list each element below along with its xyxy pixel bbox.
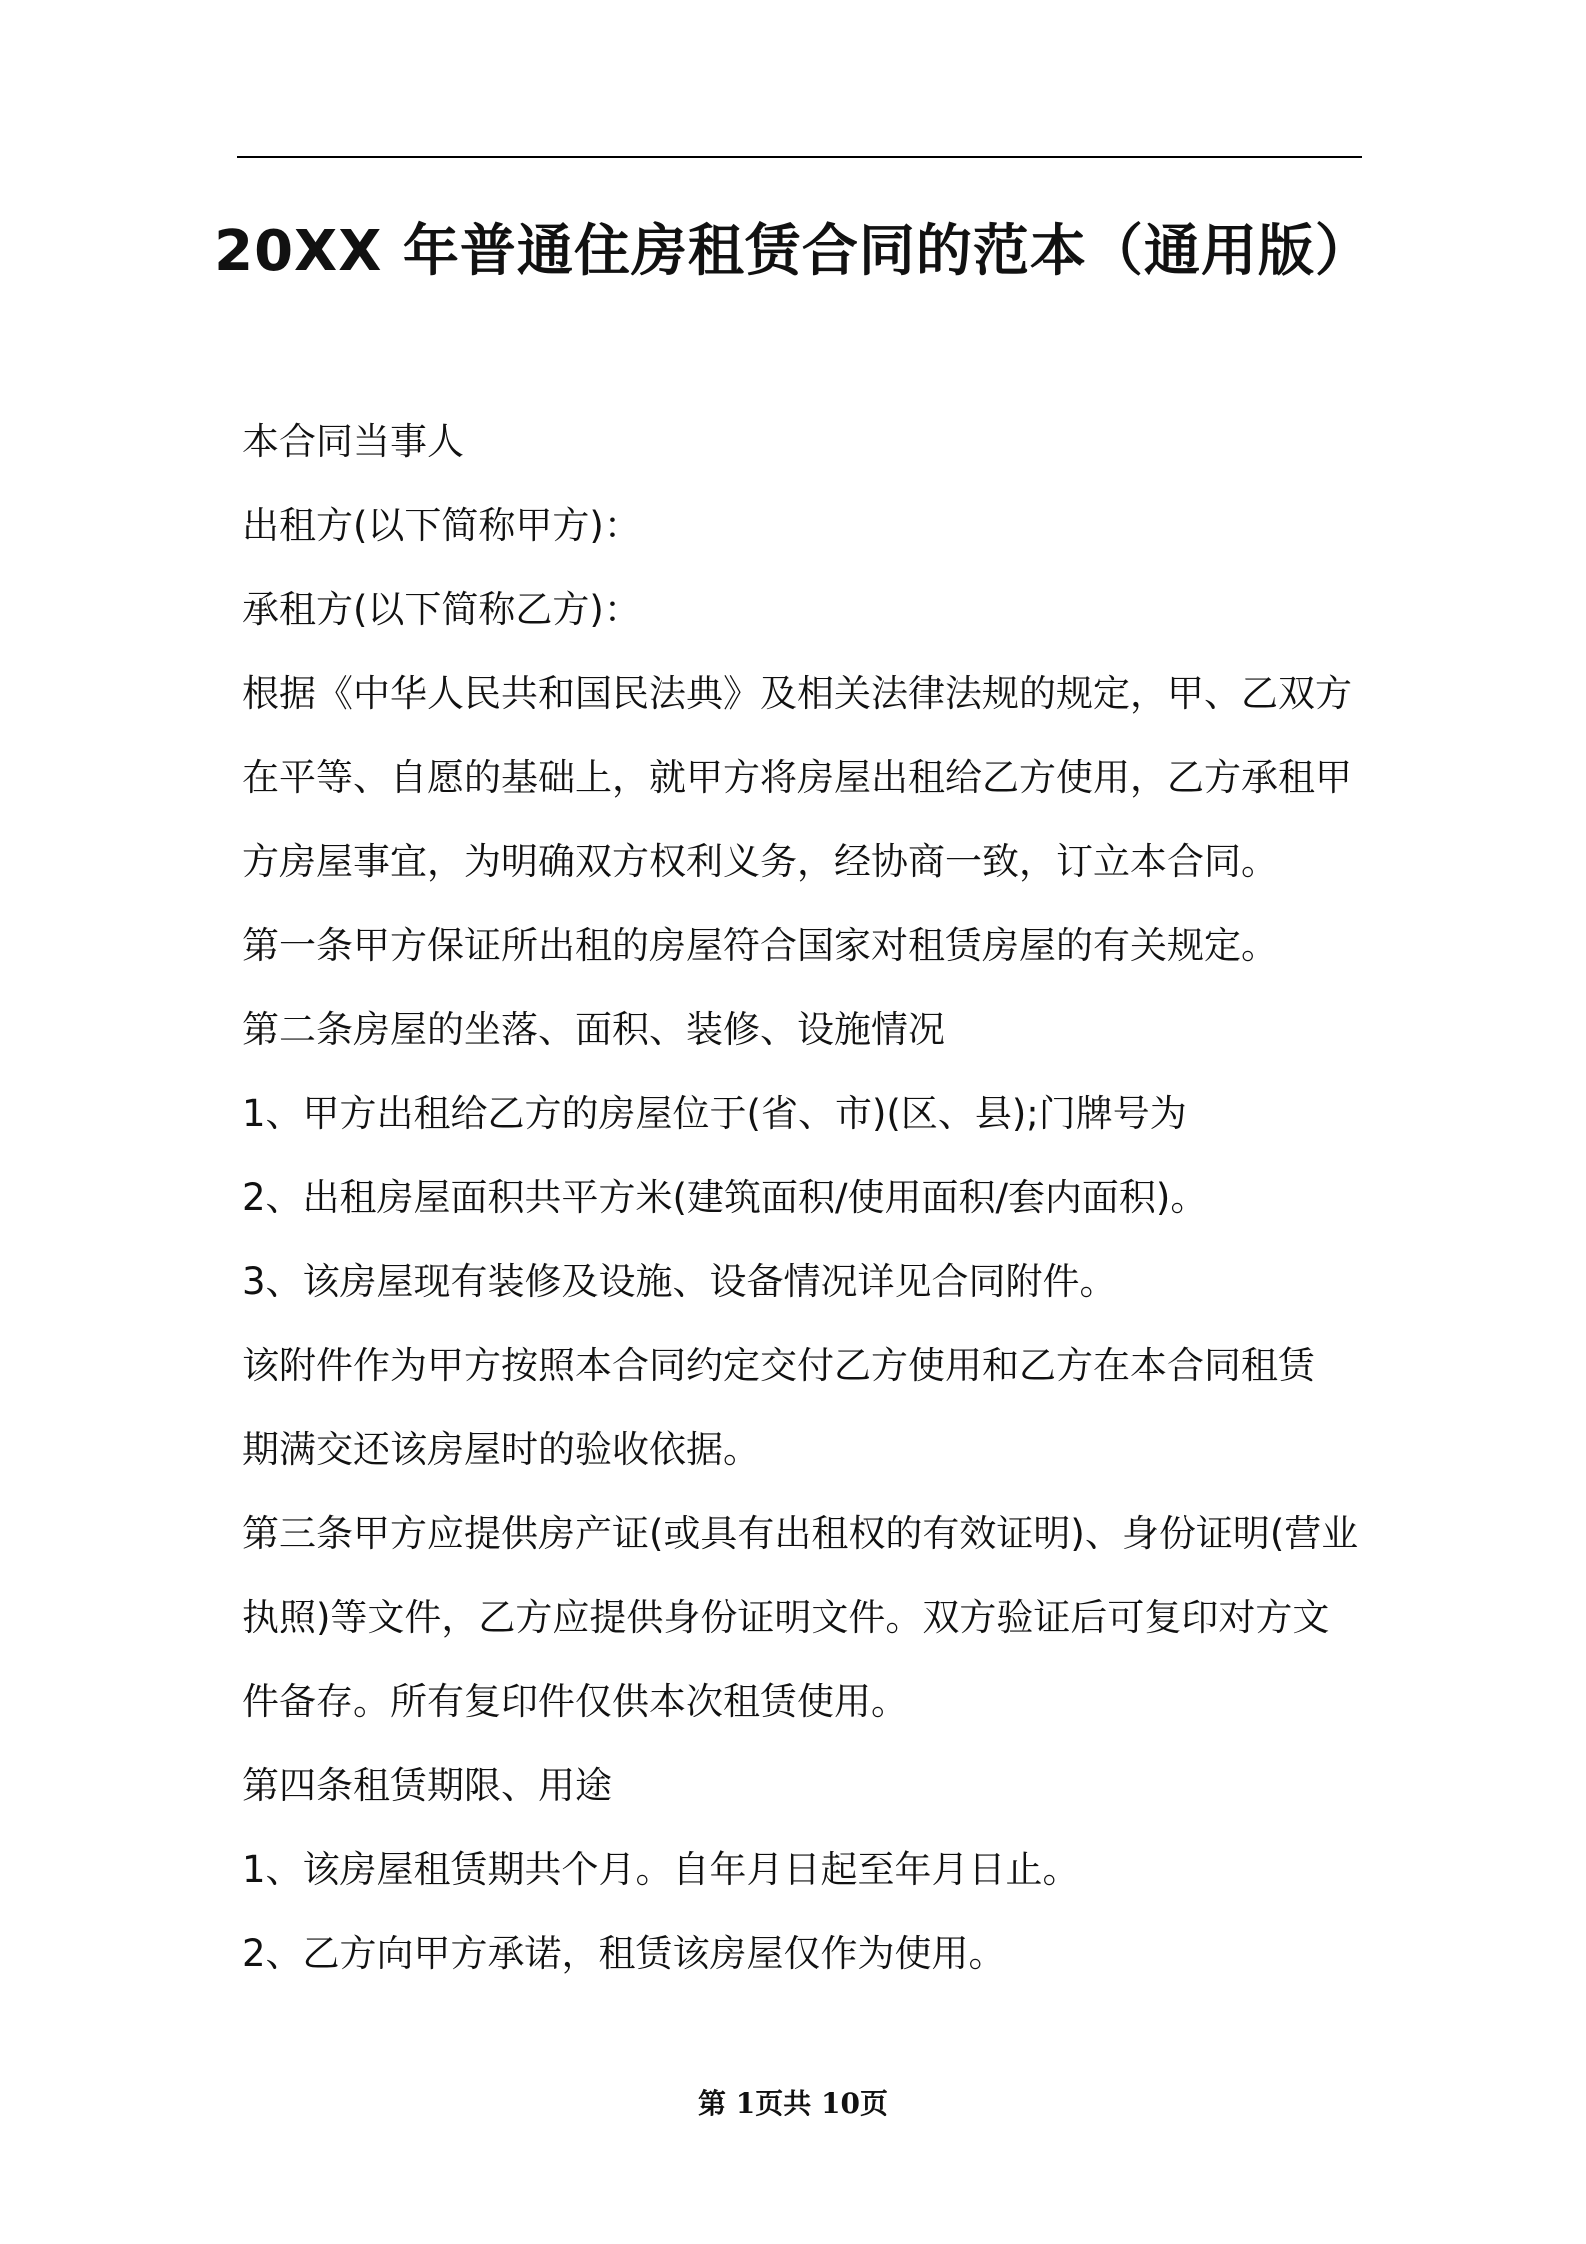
article-4-item-1: 1、该房屋租赁期共个月。自年月日起至年月日止。 (242, 1848, 1080, 1891)
article-2-item-2: 2、出租房屋面积共平方米(建筑面积/使用面积/套内面积)。 (242, 1176, 1208, 1219)
article-2-heading: 第二条房屋的坐落、面积、装修、设施情况 (242, 1008, 945, 1051)
article-3-line-2: 执照)等文件，乙方应提供身份证明文件。双方验证后可复印对方文 (242, 1596, 1330, 1639)
article-2-item-3: 3、该房屋现有装修及设施、设备情况详见合同附件。 (242, 1260, 1117, 1303)
article-3-line-3: 件备存。所有复印件仅供本次租赁使用。 (242, 1680, 908, 1723)
attachment-note-line-2: 期满交还该房屋时的验收依据。 (242, 1428, 760, 1471)
document-title: 20XX 年普通住房租赁合同的范本（通用版） (214, 219, 1372, 284)
parties-heading: 本合同当事人 (242, 420, 464, 463)
page-number: 第 1页共 10页 (698, 2087, 888, 2120)
article-4-heading: 第四条租赁期限、用途 (242, 1764, 612, 1807)
article-4-item-2: 2、乙方向甲方承诺，租赁该房屋仅作为使用。 (242, 1932, 1006, 1975)
article-3-line-1: 第三条甲方应提供房产证(或具有出租权的有效证明)、身份证明(营业 (242, 1512, 1359, 1555)
preamble-line-2: 在平等、自愿的基础上，就甲方将房屋出租给乙方使用，乙方承租甲 (242, 756, 1352, 799)
lessee-field: 承租方(以下简称乙方)： (242, 588, 641, 631)
header-rule (237, 156, 1362, 158)
article-1: 第一条甲方保证所出租的房屋符合国家对租赁房屋的有关规定。 (242, 924, 1278, 967)
document-body (242, 400, 1362, 1996)
preamble-line-3: 方房屋事宜，为明确双方权利义务，经协商一致，订立本合同。 (242, 840, 1278, 883)
article-2-item-1: 1、甲方出租给乙方的房屋位于(省、市)(区、县);门牌号为 (242, 1092, 1187, 1135)
preamble-line-1: 根据《中华人民共和国民法典》及相关法律法规的规定，甲、乙双方 (242, 672, 1352, 715)
attachment-note-line-1: 该附件作为甲方按照本合同约定交付乙方使用和乙方在本合同租赁 (242, 1344, 1315, 1387)
lessor-field: 出租方(以下简称甲方)： (242, 504, 641, 547)
